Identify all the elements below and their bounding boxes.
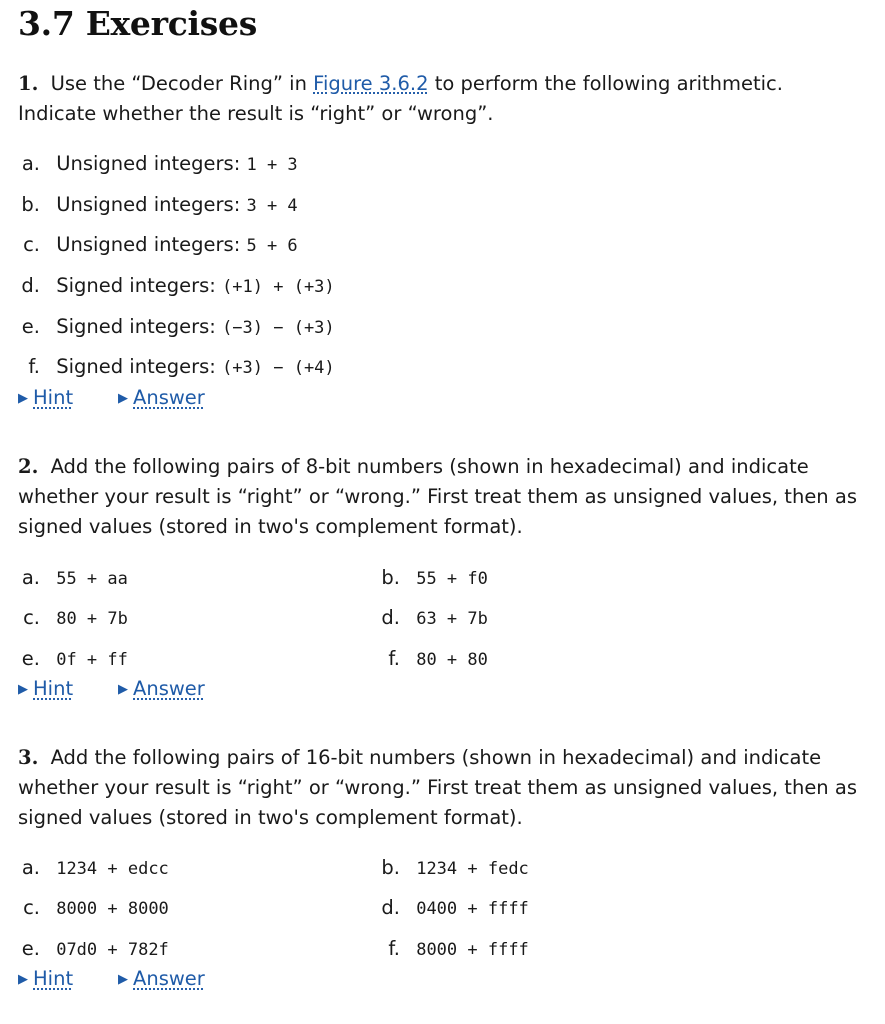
item-expression: 55 + f0: [416, 569, 488, 589]
exercise-2-item-a: [18, 564, 128, 593]
exercise-number: 1.: [18, 72, 39, 95]
exercise-1-item-e: [18, 313, 335, 342]
expand-triangle-icon: ▶: [118, 391, 128, 406]
section-title: 3.7 Exercises: [18, 4, 257, 43]
item-label: b.: [381, 566, 400, 589]
hint-toggle[interactable]: [18, 385, 73, 412]
expand-triangle-icon: ▶: [118, 972, 128, 987]
item-expression: 1 + 3: [246, 155, 298, 175]
item-expression: 8000 + ffff: [416, 940, 529, 960]
exercise-3-item-c: [18, 894, 169, 923]
exercise-text: Add the following pairs of 8-bit numbers (shown in hexadecimal) and indicate whether your result is “right” or “wrong.” First treat them as unsigned values, then as signed values (stored in two's complement format).: [18, 455, 857, 538]
item-label: e.: [21, 315, 40, 338]
item-expression: 80 + 7b: [56, 609, 128, 629]
item-expression: 63 + 7b: [416, 609, 488, 629]
item-label: c.: [23, 606, 40, 629]
exercise-3-item-e: [18, 935, 169, 964]
exercise-2-statement: [18, 452, 858, 542]
hint-label: Hint: [33, 386, 74, 409]
item-expression: 80 + 80: [416, 650, 488, 670]
item-label: f.: [388, 937, 400, 960]
answer-label: Answer: [133, 386, 205, 409]
answer-label: Answer: [133, 967, 205, 990]
exercise-2-item-c: [18, 604, 128, 633]
exercise-3-item-b: [378, 854, 529, 883]
answer-toggle[interactable]: [118, 966, 205, 993]
answer-label: Answer: [133, 677, 205, 700]
item-text: Unsigned integers:: [56, 152, 241, 175]
answer-toggle[interactable]: [118, 385, 205, 412]
expand-triangle-icon: ▶: [18, 972, 28, 987]
item-expression: 0f + ff: [56, 650, 128, 670]
exercise-text: Use the “Decoder Ring” in: [50, 72, 307, 95]
exercise-text: to perform the following arithmetic. Indicate whether the result is “right” or “wrong”.: [18, 72, 783, 125]
item-label: d.: [21, 274, 40, 297]
exercise-1-statement: [18, 69, 858, 129]
exercise-number: 2.: [18, 455, 39, 478]
item-label: d.: [381, 606, 400, 629]
exercise-2-item-b: [378, 564, 488, 593]
item-label: f.: [388, 647, 400, 670]
item-text: Signed integers:: [56, 355, 216, 378]
exercise-2-item-e: [18, 645, 128, 674]
item-expression: 55 + aa: [56, 569, 128, 589]
answer-toggle[interactable]: [118, 676, 205, 703]
item-text: Signed integers:: [56, 274, 216, 297]
expand-triangle-icon: ▶: [18, 391, 28, 406]
item-label: e.: [21, 937, 40, 960]
figure-link[interactable]: Figure 3.6.2: [313, 72, 429, 95]
exercise-3-statement: [18, 743, 858, 833]
exercise-number: 3.: [18, 746, 39, 769]
exercise-3-item-d: [378, 894, 529, 923]
exercise-2-item-d: [378, 604, 488, 633]
item-expression: 1234 + edcc: [56, 859, 169, 879]
expand-triangle-icon: ▶: [118, 682, 128, 697]
exercise-1-item-d: [18, 272, 335, 301]
item-expression: 5 + 6: [246, 236, 298, 256]
item-label: b.: [21, 193, 40, 216]
item-label: c.: [23, 233, 40, 256]
item-text: Unsigned integers:: [56, 233, 241, 256]
item-label: a.: [21, 856, 40, 879]
item-text: Signed integers:: [56, 315, 216, 338]
hint-label: Hint: [33, 967, 74, 990]
exercise-2-item-f: [378, 645, 488, 674]
exercise-1-item-f: [18, 353, 335, 382]
item-expression: (+3) − (+4): [222, 358, 335, 378]
exercise-text: Add the following pairs of 16-bit numbers (shown in hexadecimal) and indicate whether your result is “right” or “wrong.” First treat them as unsigned values, then as signed values (stored in two's complement format).: [18, 746, 857, 829]
hint-toggle[interactable]: [18, 676, 73, 703]
item-expression: 07d0 + 782f: [56, 940, 169, 960]
item-expression: (+1) + (+3): [222, 277, 335, 297]
item-label: c.: [23, 896, 40, 919]
item-label: e.: [21, 647, 40, 670]
item-expression: 3 + 4: [246, 196, 298, 216]
exercise-1-item-c: [18, 231, 298, 260]
exercise-3-item-f: [378, 935, 529, 964]
exercise-3-item-a: [18, 854, 169, 883]
item-expression: 8000 + 8000: [56, 899, 169, 919]
expand-triangle-icon: ▶: [18, 682, 28, 697]
exercise-1-item-b: [18, 191, 298, 220]
item-label: f.: [28, 355, 40, 378]
exercise-1-item-a: [18, 150, 298, 179]
item-label: b.: [381, 856, 400, 879]
item-label: a.: [21, 152, 40, 175]
item-expression: 0400 + ffff: [416, 899, 529, 919]
item-text: Unsigned integers:: [56, 193, 241, 216]
hint-toggle[interactable]: [18, 966, 73, 993]
item-label: a.: [21, 566, 40, 589]
item-label: d.: [381, 896, 400, 919]
item-expression: 1234 + fedc: [416, 859, 529, 879]
item-expression: (−3) − (+3): [222, 318, 335, 338]
hint-label: Hint: [33, 677, 74, 700]
